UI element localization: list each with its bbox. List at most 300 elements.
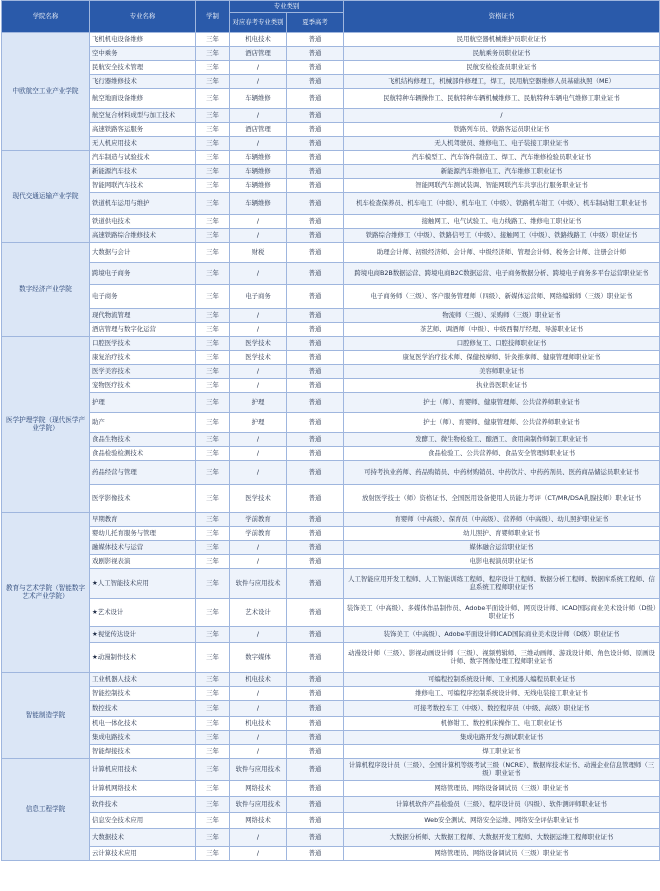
certificate-cell: 维修电工、可编程序控制系统设计师、无线电装接工职业证书 [344,687,660,701]
major-name-cell: 云计算技术应用 [90,847,196,861]
spring-exam-category-cell: / [230,829,287,847]
summer-exam-cell: 普通 [287,47,344,61]
summer-exam-cell: 普通 [287,527,344,541]
table-row [2,673,660,687]
major-name-cell: 智能控制技术 [90,687,196,701]
summer-exam-cell: 普通 [287,151,344,165]
col-header-major: 专业名称 [90,1,196,33]
summer-exam-cell: 普通 [287,215,344,229]
certificate-cell: 智能网联汽车测试装调、智能网联汽车共享出行服务职业证书 [344,179,660,193]
summer-exam-cell: 普通 [287,627,344,643]
duration-cell: 三年 [196,847,230,861]
table-row [2,379,660,393]
certificate-cell: 跨境电商B2B数据运营、跨境电商B2C数据运营、电子商务数据分析、跨境电子商务多平台运营职业证书 [344,263,660,285]
table-row [2,151,660,165]
duration-cell: 三年 [196,379,230,393]
summer-exam-cell: 普通 [287,781,344,797]
summer-exam-cell: 普通 [287,379,344,393]
major-name-cell: 智能焊接技术 [90,745,196,759]
summer-exam-cell: 普通 [287,229,344,243]
certificate-cell: 电影电视演员职业证书 [344,555,660,569]
duration-cell: 三年 [196,193,230,215]
duration-cell: 三年 [196,215,230,229]
duration-cell: 三年 [196,569,230,599]
duration-cell: 三年 [196,229,230,243]
major-name-cell: 食品检验检测技术 [90,447,196,461]
certificate-cell: Web安全测试、网络安全运维、网络安全评估职业证书 [344,813,660,829]
table-row [2,643,660,673]
duration-cell: 三年 [196,309,230,323]
major-name-cell: 新能源汽车技术 [90,165,196,179]
certificate-cell: 焊工职业证书 [344,745,660,759]
certificate-cell: 装饰美工（中高级）、多媒体作品制作员、Adobe平面设计师、网页设计师、ICAD国际商业美术设计师（D级）职业证书 [344,599,660,627]
spring-exam-category-cell: 酒店管理 [230,123,287,137]
table-row [2,323,660,337]
major-name-cell: 现代物流管理 [90,309,196,323]
summer-exam-cell: 普通 [287,89,344,109]
table-row [2,165,660,179]
certificate-cell: 计算机软件产品检验员（三级）、程序设计员（四级）、软件测评师职业证书 [344,797,660,813]
table-row [2,215,660,229]
certificate-cell: 护士（师）、育婴师、健康管理师、公共营养师职业证书 [344,413,660,433]
table-row [2,569,660,599]
table-row [2,485,660,513]
summer-exam-cell: 普通 [287,813,344,829]
certificate-cell: 放射医学技士（师）资格证书、全国医用设备使用人员能力考评（CT/MR/DSA乳腺技师）职业证书 [344,485,660,513]
table-row [2,285,660,309]
major-name-cell: ★动漫制作技术 [90,643,196,673]
major-name-cell: 助产 [90,413,196,433]
spring-exam-category-cell: / [230,379,287,393]
major-name-cell: 数控技术 [90,701,196,717]
certificate-cell: 网络管理员、网络设备调试员（三级）职业证书 [344,847,660,861]
spring-exam-category-cell: 医学技术 [230,351,287,365]
summer-exam-cell: 普通 [287,137,344,151]
table-row [2,701,660,717]
certificate-cell: 新能源汽车维修电工、汽车维修工职业证书 [344,165,660,179]
table-row [2,109,660,123]
table-row [2,193,660,215]
spring-exam-category-cell: / [230,365,287,379]
summer-exam-cell: 普通 [287,687,344,701]
certificate-cell: 助理会计师、初级经济师、会计师、中级经济师、管理会计师、税务会计师、注册会计师 [344,243,660,263]
col-header-certificate: 资格证书 [344,1,660,33]
major-name-cell: 融媒体技术与运营 [90,541,196,555]
spring-exam-category-cell: 财税 [230,243,287,263]
spring-exam-category-cell: 软件与应用技术 [230,759,287,781]
spring-exam-category-cell: 软件与应用技术 [230,569,287,599]
summer-exam-cell: 普通 [287,33,344,47]
table-row [2,797,660,813]
spring-exam-category-cell: 车辆维修 [230,89,287,109]
certificate-cell: 汽车模型工、汽车饰件制造工、焊工、汽车维修检验员职业证书 [344,151,660,165]
table-row [2,513,660,527]
duration-cell: 三年 [196,47,230,61]
duration-cell: 三年 [196,745,230,759]
summer-exam-cell: 普通 [287,193,344,215]
certificate-cell: 幼儿照护、育婴师职业证书 [344,527,660,541]
certificate-cell: 装饰美工（中高级）、Adobe平面设计师ICAD国际商业美术设计师（D级）职业证书 [344,627,660,643]
major-name-cell: 药品经营与管理 [90,461,196,485]
certificate-cell: 食品检验工、公共营养师、食品安全管理师职业证书 [344,447,660,461]
duration-cell: 三年 [196,555,230,569]
certificate-cell: 物流师（三级）、采购师（三级）职业证书 [344,309,660,323]
duration-cell: 三年 [196,673,230,687]
duration-cell: 三年 [196,109,230,123]
table-row [2,541,660,555]
duration-cell: 三年 [196,137,230,151]
duration-cell: 三年 [196,731,230,745]
certificate-cell: 接触网工、电气试验工、电力线路工、维修电工职业证书 [344,215,660,229]
certificate-cell: 网络管理员、网络设备调试员（三级）职业证书 [344,781,660,797]
major-name-cell: 大数据技术 [90,829,196,847]
duration-cell: 三年 [196,351,230,365]
duration-cell: 三年 [196,75,230,89]
table-row [2,447,660,461]
summer-exam-cell: 普通 [287,365,344,379]
spring-exam-category-cell: 网络技术 [230,813,287,829]
table-row [2,413,660,433]
certificate-cell: 康复医学治疗技术师、保健按摩师、针灸推拿师、健康管理师职业证书 [344,351,660,365]
summer-exam-cell: 普通 [287,555,344,569]
summer-exam-cell: 普通 [287,731,344,745]
spring-exam-category-cell: 车辆维修 [230,151,287,165]
certificate-cell: 执业兽医职业证书 [344,379,660,393]
spring-exam-category-cell: 酒店管理 [230,47,287,61]
table-row [2,829,660,847]
duration-cell: 三年 [196,447,230,461]
major-name-cell: 跨境电子商务 [90,263,196,285]
college-name-cell: 数字经济产业学院 [2,243,90,337]
certificate-cell: 民用航空器机械维护员职业证书 [344,33,660,47]
summer-exam-cell: 普通 [287,337,344,351]
spring-exam-category-cell: 护理 [230,413,287,433]
duration-cell: 三年 [196,813,230,829]
table-row [2,433,660,447]
duration-cell: 三年 [196,89,230,109]
college-name-cell: 教育与艺术学院（智能数字艺术产业学院） [2,513,90,673]
col-header-college: 学院名称 [2,1,90,33]
major-name-cell: 计算机网络技术 [90,781,196,797]
spring-exam-category-cell: / [230,75,287,89]
spring-exam-category-cell: / [230,731,287,745]
spring-exam-category-cell: 网络技术 [230,781,287,797]
col-header-duration: 学制 [196,1,230,33]
duration-cell: 三年 [196,541,230,555]
certificate-cell: 飞机结构修理工，机械部件修理工，焊工，民用航空器维修人员基础执照（ME） [344,75,660,89]
table-row [2,813,660,829]
table-row [2,137,660,151]
certificate-cell: 茶艺师、调酒师（中级）、中级西餐厅经理、导游职业证书 [344,323,660,337]
spring-exam-category-cell: / [230,263,287,285]
major-name-cell: 酒店管理与数字化运营 [90,323,196,337]
summer-exam-cell: 普通 [287,759,344,781]
duration-cell: 三年 [196,781,230,797]
college-name-cell: 现代交通运输产业学院 [2,151,90,243]
spring-exam-category-cell: / [230,109,287,123]
major-name-cell: 计算机应用技术 [90,759,196,781]
spring-exam-category-cell: 电子商务 [230,285,287,309]
college-name-cell: 医学护理学院（现代医学产业学院） [2,337,90,513]
certificate-cell: 媒体融合运营职业证书 [344,541,660,555]
table-row [2,759,660,781]
summer-exam-cell: 普通 [287,745,344,759]
table-header [2,1,660,33]
spring-exam-category-cell: / [230,555,287,569]
summer-exam-cell: 普通 [287,541,344,555]
major-name-cell: 汽车制造与试验技术 [90,151,196,165]
college-name-cell: 信息工程学院 [2,759,90,861]
major-name-cell: 民航安全技术管理 [90,61,196,75]
duration-cell: 三年 [196,829,230,847]
major-name-cell: 早期教育 [90,513,196,527]
table-row [2,365,660,379]
table-row [2,351,660,365]
col-header-spring-exam: 对应春考专业类别 [230,13,287,33]
spring-exam-category-cell: / [230,687,287,701]
spring-exam-category-cell: 软件与应用技术 [230,797,287,813]
major-name-cell: 信息安全技术应用 [90,813,196,829]
spring-exam-category-cell: / [230,745,287,759]
major-name-cell: 婴幼儿托育服务与管理 [90,527,196,541]
duration-cell: 三年 [196,433,230,447]
duration-cell: 三年 [196,627,230,643]
table-row [2,75,660,89]
certificate-cell: 可接考数控车工（中级）、数控程序员（中级、高级）职业证书 [344,701,660,717]
summer-exam-cell: 普通 [287,179,344,193]
duration-cell: 三年 [196,527,230,541]
major-name-cell: 戏剧影视表演 [90,555,196,569]
table-row [2,847,660,861]
duration-cell: 三年 [196,151,230,165]
major-name-cell: 口腔医学技术 [90,337,196,351]
table-body [2,33,660,861]
major-name-cell: 空中乘务 [90,47,196,61]
duration-cell: 三年 [196,759,230,781]
duration-cell: 三年 [196,323,230,337]
table-row [2,47,660,61]
major-name-cell: 集成电路技术 [90,731,196,745]
table-row [2,229,660,243]
major-name-cell: 飞行器维修技术 [90,75,196,89]
duration-cell: 三年 [196,643,230,673]
major-name-cell: 铁道机车运用与维护 [90,193,196,215]
summer-exam-cell: 普通 [287,75,344,89]
certificate-cell: 大数据分析师、大数据工程师、大数据开发工程师、大数据运维工程师职业证书 [344,829,660,847]
summer-exam-cell: 普通 [287,393,344,413]
certificate-cell: 可编程控制系统设计师、工业机器人编程员职业证书 [344,673,660,687]
duration-cell: 三年 [196,413,230,433]
certificate-cell: 动漫设计师（三级）、影视动画设计师（三级）、视频剪辑师、三维动画师、游戏设计师、角色设计师、原画设计师、数字图像处理工程师职业证书 [344,643,660,673]
summer-exam-cell: 普通 [287,243,344,263]
summer-exam-cell: 普通 [287,433,344,447]
certificate-cell: 民航特种车辆操作工、民航特种车辆机械维修工、民航特种车辆电气维修工职业证书 [344,89,660,109]
major-name-cell: 电子商务 [90,285,196,309]
table-row [2,309,660,323]
duration-cell: 三年 [196,393,230,413]
summer-exam-cell: 普通 [287,513,344,527]
major-name-cell: 无人机应用技术 [90,137,196,151]
summer-exam-cell: 普通 [287,309,344,323]
table-row [2,33,660,47]
spring-exam-category-cell: 车辆维修 [230,179,287,193]
spring-exam-category-cell: / [230,447,287,461]
spring-exam-category-cell: 医学技术 [230,485,287,513]
certificate-cell: 机修钳工、数控机床操作工、电工职业证书 [344,717,660,731]
duration-cell: 三年 [196,365,230,379]
spring-exam-category-cell: / [230,541,287,555]
college-name-cell: 中欧航空工业产业学院 [2,33,90,151]
duration-cell: 三年 [196,123,230,137]
duration-cell: 三年 [196,461,230,485]
spring-exam-category-cell: 学前教育 [230,527,287,541]
certificate-cell: 人工智能应用开发工程师、人工智能训练工程师、程序设计工程师、数据分析工程师、数据库系统工程师、信息系统工程师职业证书 [344,569,660,599]
duration-cell: 三年 [196,285,230,309]
table-row [2,717,660,731]
summer-exam-cell: 普通 [287,263,344,285]
duration-cell: 三年 [196,33,230,47]
spring-exam-category-cell: / [230,137,287,151]
certificate-cell: 无人机驾驶员、维修电工、电子装接工职业证书 [344,137,660,151]
spring-exam-category-cell: / [230,701,287,717]
table-row [2,243,660,263]
major-name-cell: ★人工智能技术应用 [90,569,196,599]
certificate-cell: 民航乘务员职业证书 [344,47,660,61]
certificate-cell: 护士（师）、育婴师、健康管理师、公共营养师职业证书 [344,393,660,413]
spring-exam-category-cell: / [230,229,287,243]
certificate-cell: 铁路综合维修工（中级）、铁路信号工（中级）、接触网工（中级）、铁路线路工（中级）职业证书 [344,229,660,243]
col-header-category-group: 专业类别 [230,1,344,13]
summer-exam-cell: 普通 [287,673,344,687]
major-name-cell: 护理 [90,393,196,413]
major-name-cell: 航空复合材料成型与加工技术 [90,109,196,123]
duration-cell: 三年 [196,599,230,627]
major-name-cell: 铁道供电技术 [90,215,196,229]
program-certificate-table [1,0,660,861]
spring-exam-category-cell: 机电技术 [230,33,287,47]
certificate-cell: 计算机程序设计员（三级）、全国计算机等级考试三级（NCRE）、数据库技术证书、动漫企业信息管理师（三级）职业证书 [344,759,660,781]
table-row [2,337,660,351]
certificate-cell: 口腔修复工、口腔技师职业证书 [344,337,660,351]
duration-cell: 三年 [196,337,230,351]
summer-exam-cell: 普通 [287,485,344,513]
spring-exam-category-cell: 学前教育 [230,513,287,527]
duration-cell: 三年 [196,687,230,701]
major-name-cell: 高速铁路综合维修技术 [90,229,196,243]
major-name-cell: 医学影像技术 [90,485,196,513]
table-row [2,89,660,109]
duration-cell: 三年 [196,263,230,285]
duration-cell: 三年 [196,513,230,527]
table-row [2,61,660,75]
certificate-cell: 育婴师（中高级）、保育员（中高级）、营养师（中高级）、幼儿照护职业证书 [344,513,660,527]
table-row [2,123,660,137]
summer-exam-cell: 普通 [287,165,344,179]
spring-exam-category-cell: 医学技术 [230,337,287,351]
spring-exam-category-cell: / [230,61,287,75]
spring-exam-category-cell: 车辆维修 [230,193,287,215]
major-name-cell: ★视觉传达设计 [90,627,196,643]
spring-exam-category-cell: / [230,215,287,229]
duration-cell: 三年 [196,243,230,263]
table-row [2,627,660,643]
table-row [2,781,660,797]
col-header-summer-exam: 夏季高考 [287,13,344,33]
major-name-cell: 飞机机电设备维修 [90,33,196,47]
certificate-cell: 可持考执业药师、药品购销员、中药材购销员、中药饮片、中药药剂员、医药商品储运员职业证书 [344,461,660,485]
duration-cell: 三年 [196,797,230,813]
summer-exam-cell: 普通 [287,797,344,813]
major-name-cell: 食品生物技术 [90,433,196,447]
summer-exam-cell: 普通 [287,285,344,309]
spring-exam-category-cell: / [230,847,287,861]
spring-exam-category-cell: / [230,627,287,643]
summer-exam-cell: 普通 [287,351,344,365]
duration-cell: 三年 [196,717,230,731]
duration-cell: 三年 [196,485,230,513]
major-name-cell: 工业机器人技术 [90,673,196,687]
spring-exam-category-cell: / [230,323,287,337]
duration-cell: 三年 [196,61,230,75]
spring-exam-category-cell: 护理 [230,393,287,413]
major-name-cell: 航空地面设备维修 [90,89,196,109]
summer-exam-cell: 普通 [287,701,344,717]
table-row [2,179,660,193]
duration-cell: 三年 [196,701,230,717]
major-name-cell: 高速铁路客运服务 [90,123,196,137]
certificate-cell: / [344,109,660,123]
table-row [2,687,660,701]
certificate-cell: 电子商务师（三级）、客户服务管理师（四级）、新媒体运营师、网络编辑师（三级）职业证书 [344,285,660,309]
spring-exam-category-cell: 机电技术 [230,673,287,687]
college-name-cell: 智能制造学院 [2,673,90,759]
spring-exam-category-cell: / [230,461,287,485]
table-row [2,393,660,413]
major-name-cell: 机电一体化技术 [90,717,196,731]
summer-exam-cell: 普通 [287,413,344,433]
summer-exam-cell: 普通 [287,447,344,461]
spring-exam-category-cell: / [230,309,287,323]
summer-exam-cell: 普通 [287,123,344,137]
major-name-cell: 康复治疗技术 [90,351,196,365]
duration-cell: 三年 [196,179,230,193]
table-row [2,555,660,569]
table-row [2,731,660,745]
certificate-cell: 美容师职业证书 [344,365,660,379]
duration-cell: 三年 [196,165,230,179]
table-row [2,745,660,759]
table-row [2,527,660,541]
major-name-cell: 大数据与会计 [90,243,196,263]
summer-exam-cell: 普通 [287,829,344,847]
summer-exam-cell: 普通 [287,61,344,75]
summer-exam-cell: 普通 [287,323,344,337]
spring-exam-category-cell: 机电技术 [230,717,287,731]
summer-exam-cell: 普通 [287,717,344,731]
major-name-cell: 宠物医疗技术 [90,379,196,393]
summer-exam-cell: 普通 [287,643,344,673]
major-name-cell: ★艺术设计 [90,599,196,627]
major-name-cell: 软件技术 [90,797,196,813]
major-name-cell: 智能网联汽车技术 [90,179,196,193]
table-row [2,461,660,485]
table-row [2,599,660,627]
certificate-cell: 集成电路开发与测试职业证书 [344,731,660,745]
spring-exam-category-cell: 数字媒体 [230,643,287,673]
spring-exam-category-cell: / [230,433,287,447]
table-row [2,263,660,285]
summer-exam-cell: 普通 [287,847,344,861]
